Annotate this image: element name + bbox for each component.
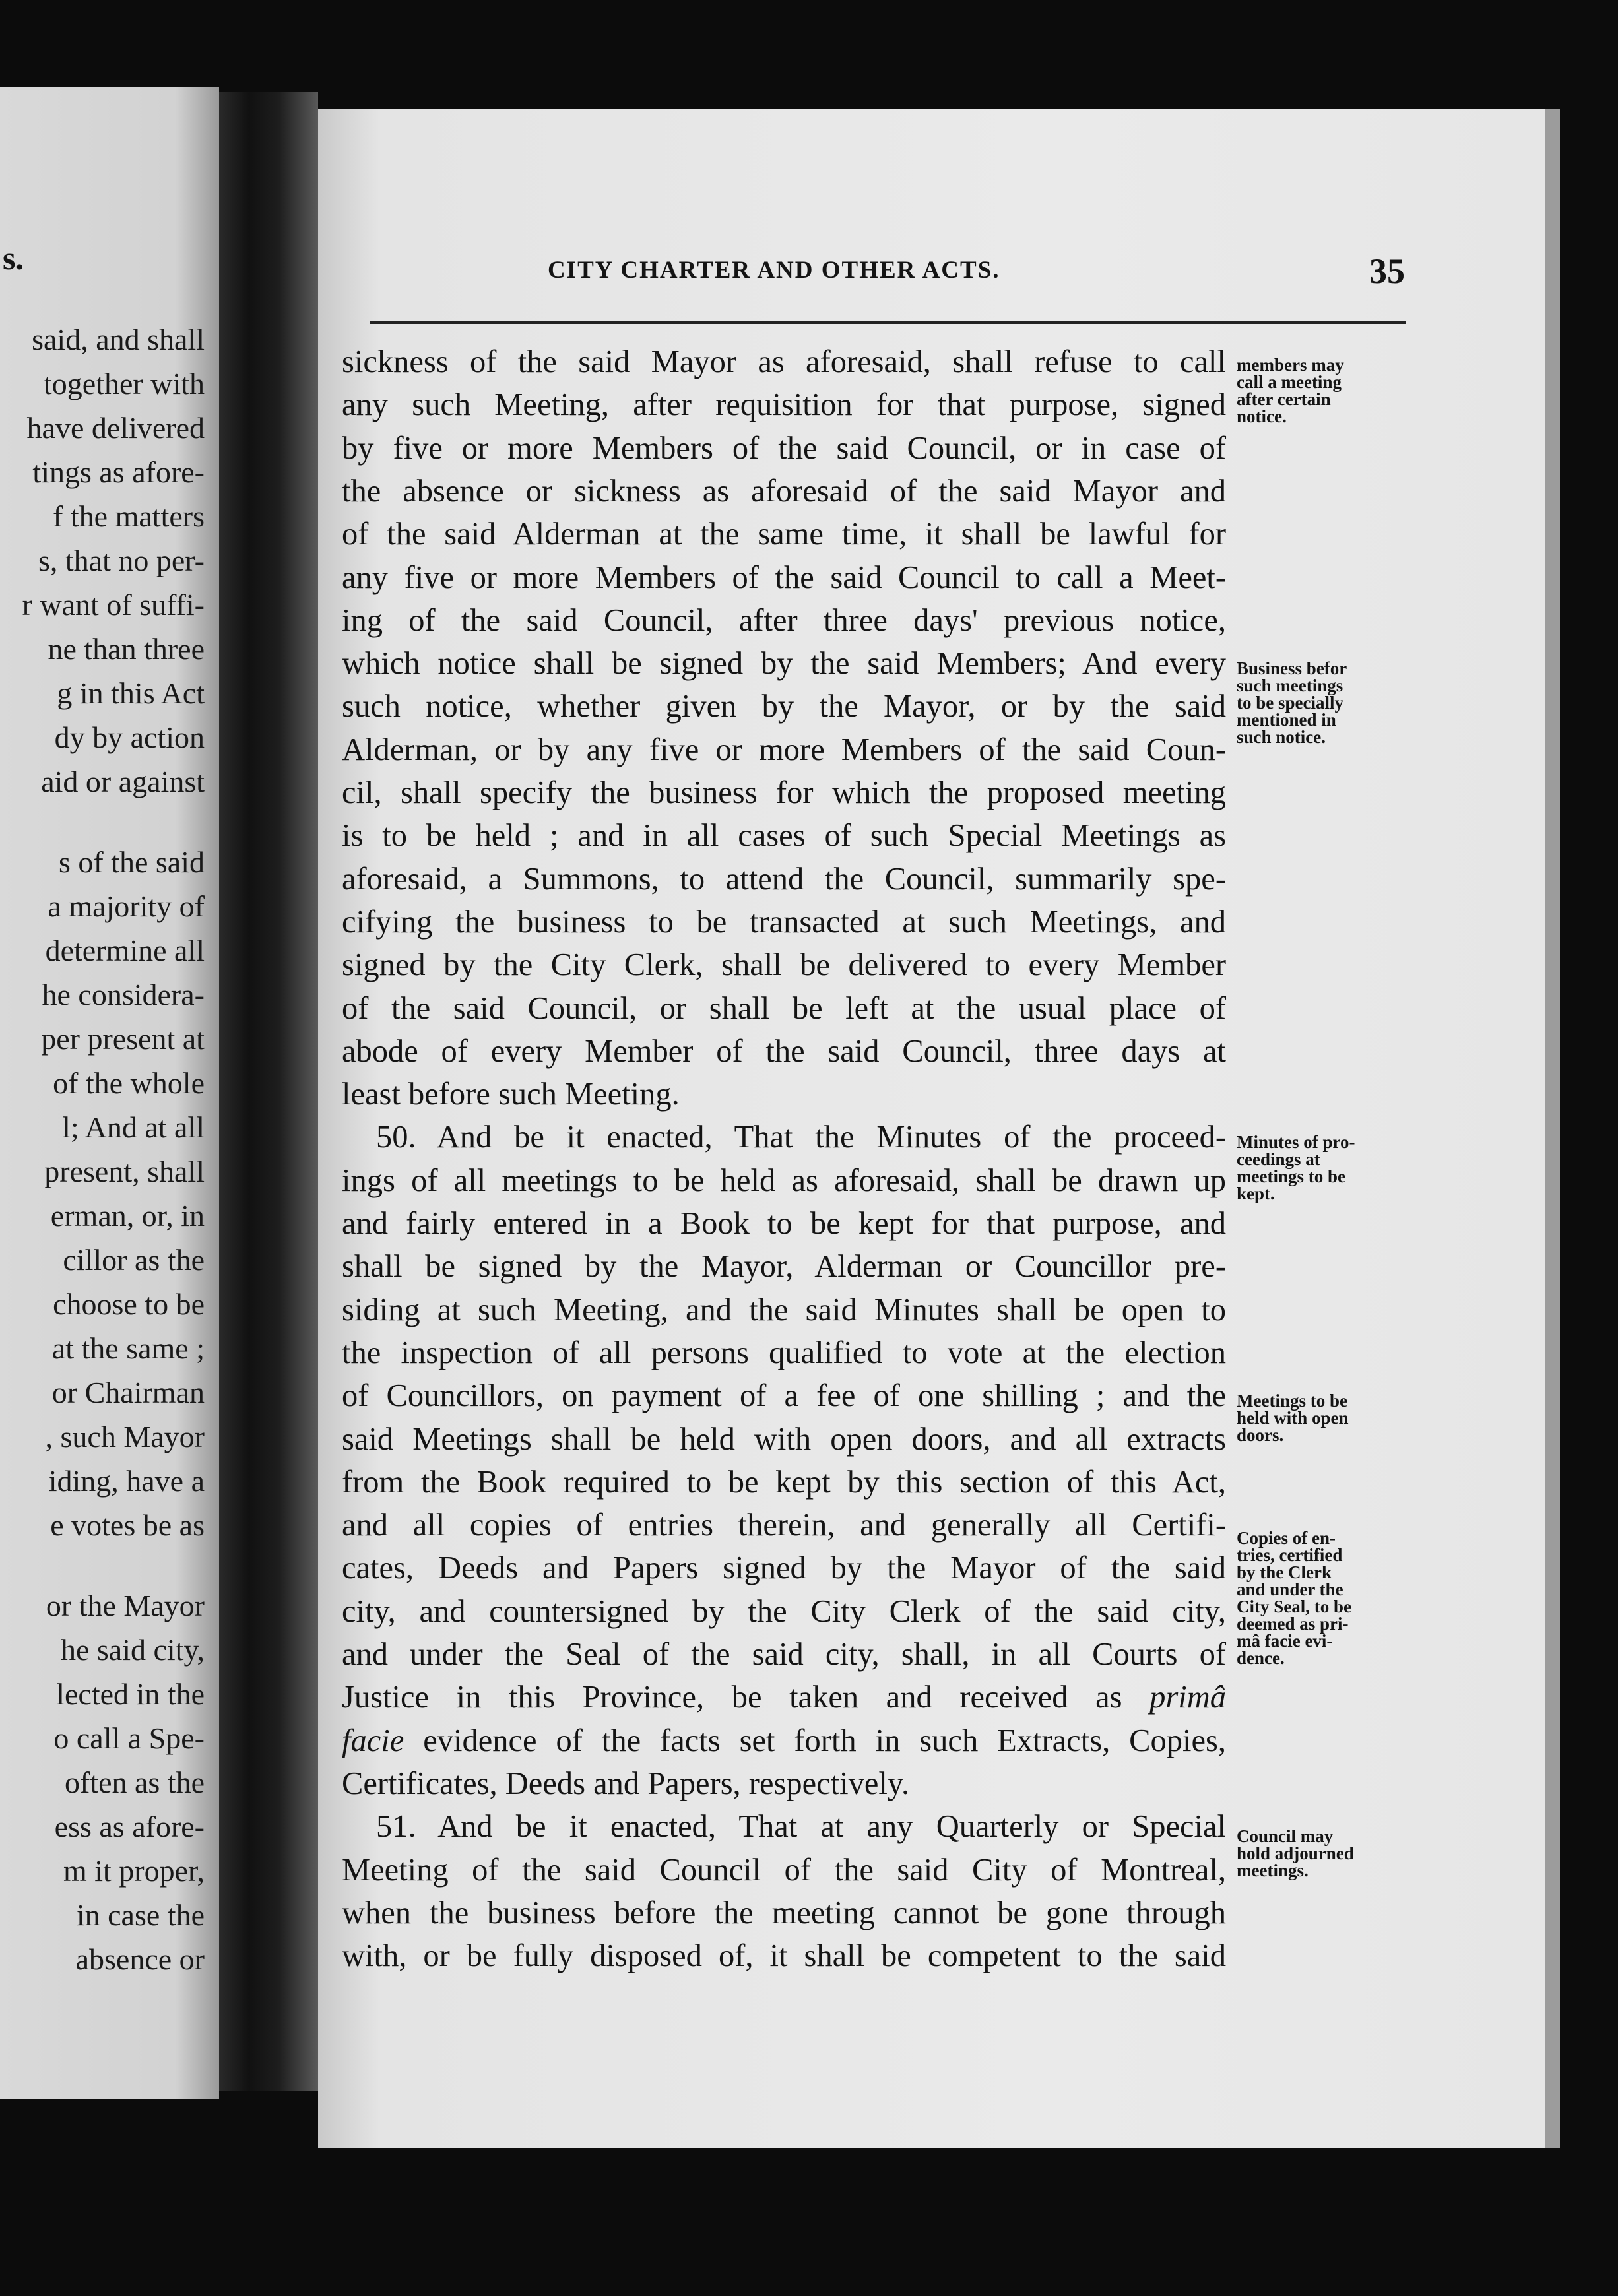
body-line	[342, 1677, 1226, 1718]
left-page-line: together with	[44, 367, 205, 400]
body-line: siding at such Meeting, and the said Minutes shall be open to	[342, 1292, 1226, 1327]
left-page-line: cillor as the	[63, 1243, 205, 1277]
body-line: aforesaid, a Summons, to attend the Council, summarily spe-	[342, 861, 1226, 897]
body-line: shall be signed by the Mayor, Alderman or Councillor pre-	[342, 1249, 1226, 1285]
left-page-line: or Chairman	[51, 1376, 205, 1409]
body-line: cates, Deeds and Papers signed by the Mayor of the said	[342, 1550, 1226, 1586]
margin-note-line: Council may	[1237, 1826, 1334, 1846]
body-line: said Meetings shall be held with open doors, and all extracts	[342, 1421, 1226, 1457]
left-page-line: iding, have a	[48, 1464, 205, 1498]
body-line: cil, shall specify the business for which the proposed meeting	[342, 775, 1226, 810]
margin-note-line: mentioned in	[1237, 710, 1336, 730]
body-line: sickness of the said Mayor as aforesaid, shall refuse to call	[342, 344, 1226, 379]
margin-note	[1237, 1392, 1395, 1444]
margin-note-line: held with open	[1237, 1408, 1349, 1428]
left-page-line: l; And at all	[62, 1110, 205, 1144]
margin-note-line: meetings.	[1237, 1861, 1309, 1880]
left-page-line: g in this Act	[57, 676, 205, 710]
body-line: and fairly entered in a Book to be kept for that purpose, and	[342, 1206, 1226, 1241]
body-line	[342, 1721, 1226, 1762]
left-page-line: tings as afore-	[32, 455, 205, 489]
body-line: abode of every Member of the said Council, three days at	[342, 1033, 1226, 1069]
left-page-line: , such Mayor	[45, 1420, 205, 1453]
left-page-line: he considera-	[42, 978, 205, 1011]
margin-note	[1237, 356, 1395, 425]
body-line-text: Justice in this Province, be taken and received as	[342, 1680, 1150, 1715]
left-page-line: ne than three	[48, 632, 205, 666]
margin-note-line: kept.	[1237, 1184, 1275, 1203]
running-head: CITY CHARTER AND OTHER ACTS.	[548, 257, 1000, 284]
left-page	[0, 87, 219, 2099]
body-line: signed by the City Clerk, shall be delivered to every Member	[342, 947, 1226, 983]
left-page-line: in case the	[76, 1898, 205, 1932]
margin-note-line: after certain	[1237, 389, 1331, 409]
margin-note-line: and under the	[1237, 1579, 1343, 1599]
body-line: Alderman, or by any five or more Members of the said Coun-	[342, 732, 1226, 767]
left-page-line: e votes be as	[50, 1508, 205, 1542]
left-page-line: o call a Spe-	[53, 1721, 205, 1755]
body-line: 51. And be it enacted, That at any Quarterly or Special	[376, 1809, 1226, 1845]
body-line: from the Book required to be kept by this section of this Act,	[342, 1464, 1226, 1500]
body-line: when the business before the meeting cannot be gone through	[342, 1895, 1226, 1930]
italic-facie: facie	[342, 1723, 404, 1758]
margin-note-line: City Seal, to be	[1237, 1597, 1351, 1616]
header-rule	[370, 321, 1406, 324]
body-line: least before such Meeting.	[342, 1077, 680, 1112]
body-line: cifying the business to be transacted at such Meetings, and	[342, 904, 1226, 940]
left-page-line: s, that no per-	[38, 544, 205, 577]
left-page-line: absence or	[75, 1942, 205, 1976]
body-line: Meeting of the said Council of the said City of Montreal,	[342, 1852, 1226, 1888]
left-page-line: lected in the	[56, 1677, 205, 1711]
page-number: 35	[1369, 251, 1405, 291]
margin-note-line: Copies of en-	[1237, 1528, 1336, 1548]
left-page-line: per present at	[41, 1022, 205, 1056]
margin-note	[1237, 660, 1395, 746]
margin-note-line: mâ facie evi-	[1237, 1631, 1333, 1651]
margin-note-line: deemed as pri-	[1237, 1614, 1349, 1634]
body-line: any five or more Members of the said Council to call a Meet-	[342, 559, 1226, 595]
left-page-line: at the same ;	[51, 1331, 205, 1365]
body-line: such notice, whether given by the Mayor, or by the said	[342, 689, 1226, 724]
italic-prima: primâ	[1149, 1680, 1226, 1715]
left-page-line: a majority of	[48, 889, 205, 923]
margin-note-line: Business befor	[1237, 658, 1347, 678]
body-line: which notice shall be signed by the said Members; And every	[342, 646, 1226, 682]
body-line: of the said Council, or shall be left at the usual place of	[342, 990, 1226, 1026]
left-page-line: s of the said	[58, 845, 205, 879]
margin-note-line: meetings to be	[1237, 1166, 1345, 1186]
left-page-line: dy by action	[54, 720, 205, 754]
body-line: of the said Alderman at the same time, it shall be lawful for	[342, 517, 1226, 552]
left-page-line: m it proper,	[63, 1854, 205, 1888]
body-line: with, or be fully disposed of, it shall be competent to the said	[342, 1938, 1226, 1974]
left-page-line: aid or against	[41, 765, 205, 798]
left-page-line: f the matters	[53, 499, 205, 533]
margin-note-line: Minutes of pro-	[1237, 1132, 1355, 1152]
margin-note-line: to be specially	[1237, 693, 1343, 713]
left-page-line: choose to be	[53, 1287, 205, 1321]
margin-note-line: notice.	[1237, 406, 1287, 426]
margin-note-line: members may	[1237, 355, 1344, 375]
margin-note-line: call a meeting	[1237, 372, 1342, 392]
margin-note-line: hold adjourned	[1237, 1843, 1354, 1863]
margin-note-line: such notice.	[1237, 727, 1326, 747]
body-line: of Councillors, on payment of a fee of one shilling ; and the	[342, 1378, 1226, 1414]
body-line: Certificates, Deeds and Papers, respectively.	[342, 1766, 910, 1801]
book-spine-shadow	[219, 92, 318, 2091]
body-line: the inspection of all persons qualified to vote at the election	[342, 1335, 1226, 1370]
left-page-fragment: s.	[3, 239, 24, 276]
body-line-text: evidence of the facts set forth in such Extracts, Copies,	[404, 1723, 1226, 1758]
right-page-edge	[1545, 109, 1560, 2148]
body-line: ing of the said Council, after three days' previous notice,	[342, 602, 1226, 638]
left-page-line: r want of suffi-	[22, 588, 205, 622]
margin-note-line: dence.	[1237, 1648, 1285, 1668]
margin-note-line: Meetings to be	[1237, 1391, 1347, 1411]
margin-note-line: by the Clerk	[1237, 1562, 1332, 1582]
left-page-line: determine all	[45, 934, 205, 967]
left-page-line: present, shall	[44, 1155, 205, 1188]
margin-note	[1237, 1529, 1395, 1667]
body-line: and under the Seal of the said city, shall, in all Courts of	[342, 1637, 1226, 1672]
margin-note-line: doors.	[1237, 1425, 1284, 1445]
body-line: is to be held ; and in all cases of such Special Meetings as	[342, 818, 1226, 854]
body-line: 50. And be it enacted, That the Minutes of the proceed-	[376, 1120, 1226, 1155]
margin-note	[1237, 1828, 1395, 1879]
body-line: and all copies of entries therein, and generally all Certifi-	[342, 1508, 1226, 1543]
body-line: ings of all meetings to be held as aforesaid, shall be drawn up	[342, 1163, 1226, 1198]
left-page-line: he said city,	[60, 1633, 205, 1667]
left-page-line: ess as afore-	[54, 1810, 205, 1843]
left-page-line: of the whole	[53, 1066, 205, 1100]
left-page-line: have delivered	[26, 411, 205, 445]
left-page-line: or the Mayor	[46, 1589, 205, 1622]
body-line: any such Meeting, after requisition for that purpose, signed	[342, 387, 1226, 423]
body-line: by five or more Members of the said Council, or in case of	[342, 430, 1226, 466]
margin-note-line: tries, certified	[1237, 1545, 1343, 1565]
left-page-line: said, and shall	[32, 323, 205, 356]
left-page-line: erman, or, in	[50, 1199, 205, 1232]
margin-note-line: ceedings at	[1237, 1149, 1320, 1169]
body-line: the absence or sickness as aforesaid of the said Mayor and	[342, 473, 1226, 509]
margin-note-line: such meetings	[1237, 676, 1343, 695]
margin-note	[1237, 1133, 1395, 1202]
left-page-line: often as the	[64, 1766, 205, 1799]
body-line: city, and countersigned by the City Clerk of the said city,	[342, 1593, 1226, 1629]
